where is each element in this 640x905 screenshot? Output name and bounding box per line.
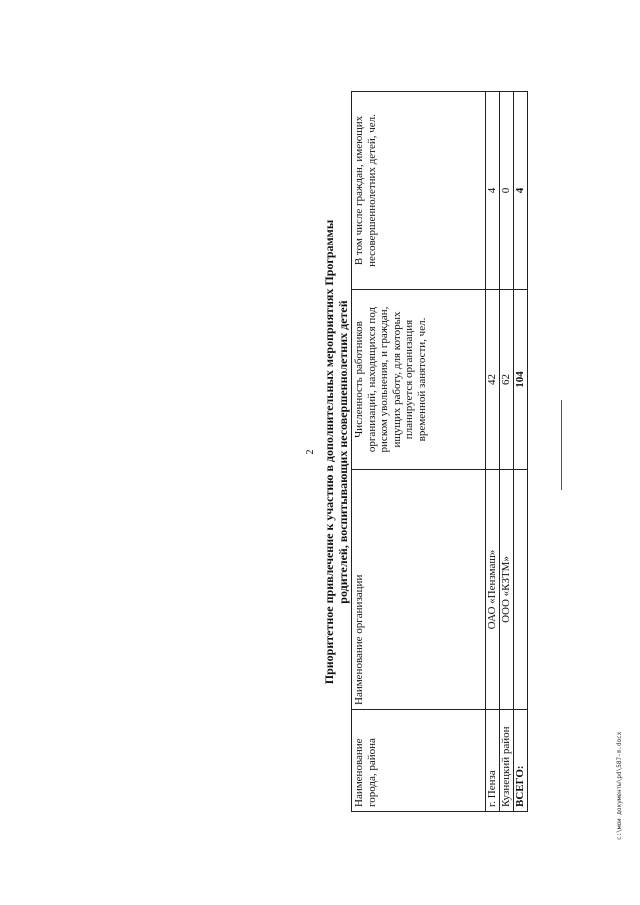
cell-organization: ООО «КЗТМ»: [500, 470, 514, 710]
document-title: [322, 112, 350, 792]
header-workers: Численность работников организаций, находящихся под риском увольнения, и граждан, ищущих работу, для которых планируется организация временной занятости, чел.: [352, 290, 486, 470]
cell-parents: 4: [486, 92, 500, 290]
cell-parents: 0: [500, 92, 514, 290]
header-organization: Наименование организации: [352, 470, 486, 710]
data-table: [351, 91, 528, 812]
cell-organization: ОАО «Пензмаш»: [486, 470, 500, 710]
document-sheet: [20, 22, 623, 882]
total-workers: 104: [514, 290, 528, 470]
total-parents: 4: [514, 92, 528, 290]
title-line-2: родителей, воспитывающих несовершеннолетних детей: [336, 300, 350, 604]
cell-city: Кузнецкий район: [500, 710, 514, 812]
total-organization-empty: [514, 470, 528, 710]
header-city: Наименование города, района: [352, 710, 486, 812]
table-total-row: [514, 92, 528, 812]
file-path-footer: c:\мои документы\pd\587-m.docx: [616, 731, 623, 840]
page-number: 2: [305, 449, 316, 455]
cell-workers: 42: [486, 290, 500, 470]
header-parents: В том числе граждан, имеющих несовершеннолетних детей, чел.: [352, 92, 486, 290]
separator-line: [561, 400, 562, 490]
cell-city: г. Пенза: [486, 710, 500, 812]
title-line-1: Приоритетное привлечение к участию в дополнительных мероприятиях Программы: [322, 219, 336, 685]
table-header-row: [352, 92, 486, 812]
table-row: [500, 92, 514, 812]
cell-workers: 62: [500, 290, 514, 470]
total-label: ВСЕГО:: [514, 710, 528, 812]
table-row: [486, 92, 500, 812]
